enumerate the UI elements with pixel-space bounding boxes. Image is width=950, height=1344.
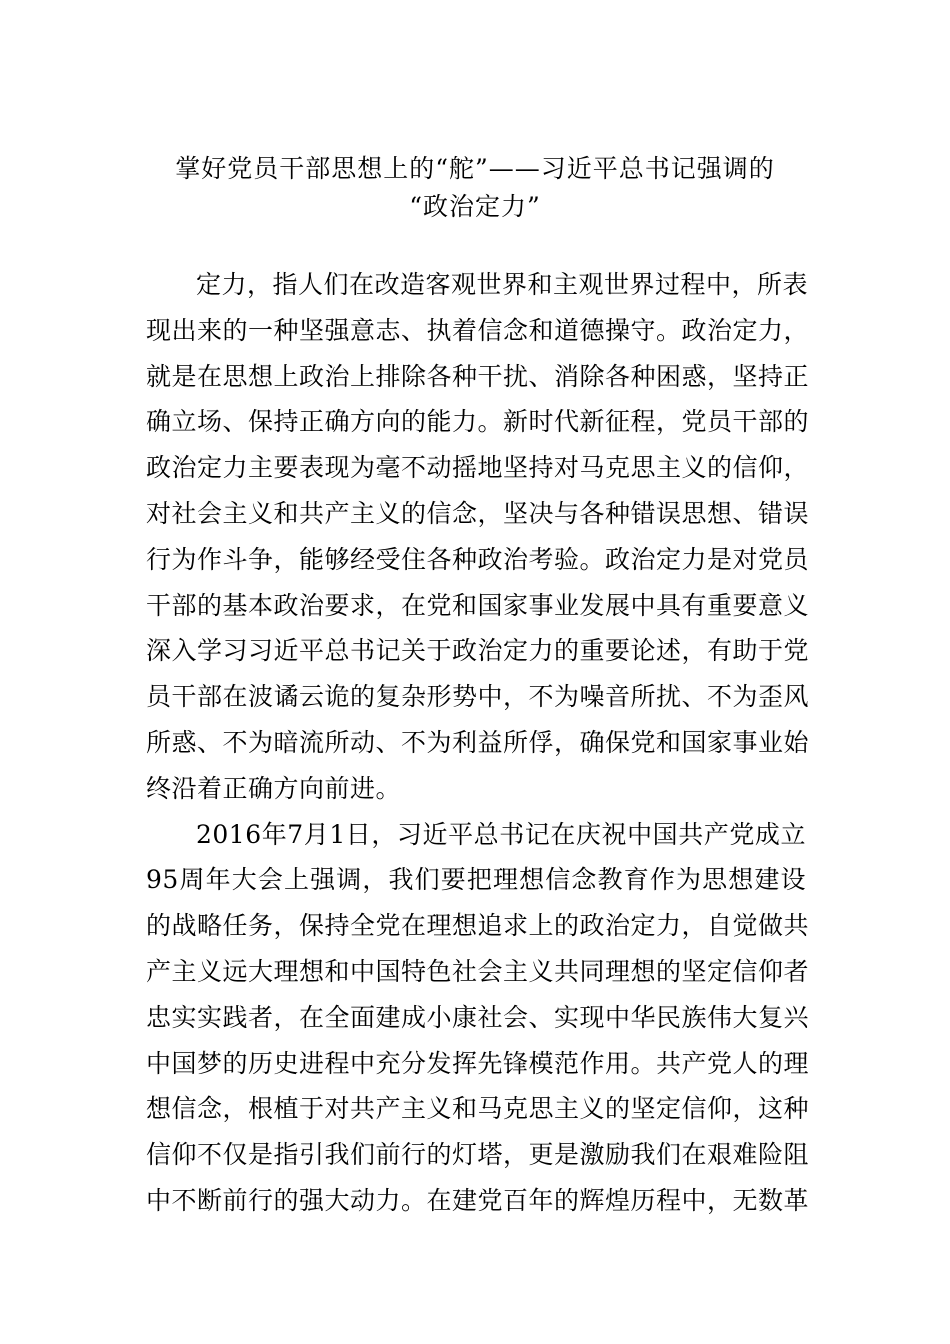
paragraph-line: 深入学习习近平总书记关于政治定力的重要论述，有助于党 xyxy=(146,636,810,666)
paragraph-line: 现出来的一种坚强意志、执着信念和道德操守。政治定力， xyxy=(146,315,810,345)
paragraph-line: 信仰不仅是指引我们前行的灯塔，更是激励我们在艰难险阻 xyxy=(146,1140,810,1170)
paragraph-line: 行为作斗争，能够经受住各种政治考验。政治定力是对党员 xyxy=(146,544,810,574)
paragraph-line: 确立场、保持正确方向的能力。新时代新征程，党员干部的 xyxy=(146,407,810,437)
paragraph-line: 终沿着正确方向前进。 xyxy=(146,773,402,803)
paragraph-line: 就是在思想上政治上排除各种干扰、消除各种困惑，坚持正 xyxy=(146,361,810,391)
paragraph-line: 产主义远大理想和中国特色社会主义共同理想的坚定信仰者 xyxy=(146,956,810,986)
title-line-1: 掌好党员干部思想上的“舵”——习近平总书记强调的 xyxy=(175,154,775,183)
paragraph-line: 对社会主义和共产主义的信念，坚决与各种错误思想、错误 xyxy=(146,498,810,528)
paragraph-line: 的战略任务，保持全党在理想追求上的政治定力，自觉做共 xyxy=(146,911,810,941)
paragraph-line: 中国梦的历史进程中充分发挥先锋模范作用。共产党人的理 xyxy=(146,1048,810,1078)
paragraph-line: 定力，指人们在改造客观世界和主观世界过程中，所表 xyxy=(196,270,809,299)
title-line-2: “政治定力” xyxy=(409,192,541,221)
paragraph-2 xyxy=(146,812,810,1224)
document-title xyxy=(140,150,810,226)
paragraph-1 xyxy=(146,262,810,812)
paragraph-line: 想信念，根植于对共产主义和马克思主义的坚定信仰，这种 xyxy=(146,1094,810,1124)
paragraph-line: 所惑、不为暗流所动、不为利益所俘，确保党和国家事业始 xyxy=(146,727,810,757)
paragraph-line: 中不断前行的强大动力。在建党百年的辉煌历程中，无数革 xyxy=(146,1185,810,1215)
paragraph-line: 2016年7月1日，习近平总书记在庆祝中国共产党成立 xyxy=(196,819,806,849)
paragraph-line: 政治定力主要表现为毫不动摇地坚持对马克思主义的信仰， xyxy=(146,453,810,483)
document-body xyxy=(146,262,810,1224)
paragraph-line: 95周年大会上强调，我们要把理想信念教育作为思想建设 xyxy=(146,865,806,895)
paragraph-line: 干部的基本政治要求，在党和国家事业发展中具有重要意义 xyxy=(146,590,810,620)
paragraph-line: 员干部在波谲云诡的复杂形势中，不为噪音所扰、不为歪风 xyxy=(146,682,810,712)
paragraph-line: 忠实实践者，在全面建成小康社会、实现中华民族伟大复兴 xyxy=(146,1002,810,1032)
